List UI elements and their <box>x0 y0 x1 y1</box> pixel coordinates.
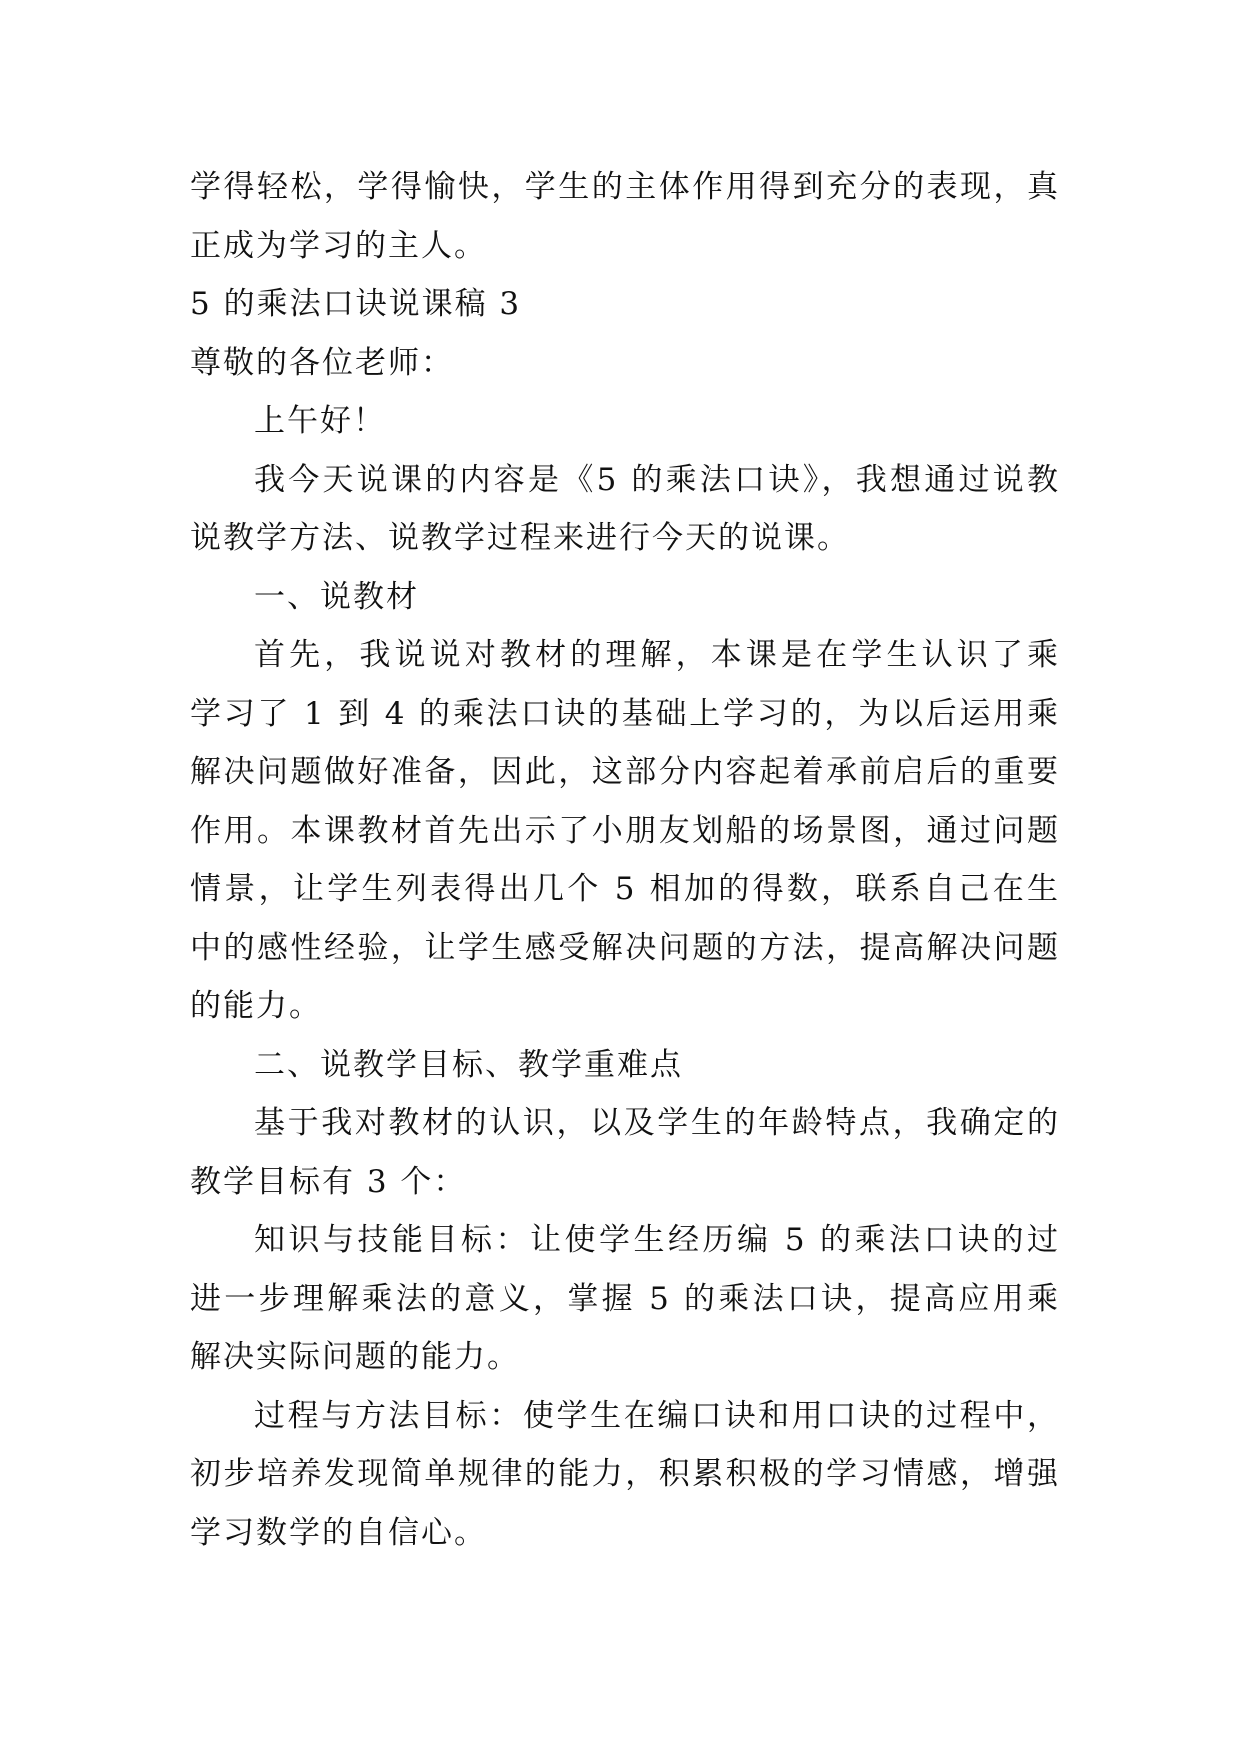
text-line: 正成为学习的主人。 <box>190 227 487 264</box>
subheading: 二、说教学目标、教学重难点 <box>254 1046 683 1083</box>
text-line: 中的感性经验，让学生感受解决问题的方法，提高解决问题 <box>190 929 1060 966</box>
salutation: 尊敬的各位老师： <box>190 344 454 381</box>
text-line: 情景，让学生列表得出几个 5 相加的得数，联系自己在生 <box>190 871 1060 907</box>
text-line: 知识与技能目标：让使学生经历编 5 的乘法口诀的过 <box>254 1222 1060 1258</box>
document-body <box>190 158 1060 1562</box>
text-line: 学习数学的自信心。 <box>190 1514 487 1551</box>
text-line: 的能力。 <box>190 988 322 1024</box>
text-line: 初步培养发现简单规律的能力，积累积极的学习情感，增强 <box>190 1456 1060 1492</box>
section-heading: 5 的乘法口诀说课稿 3 <box>190 286 522 322</box>
text-line: 教学目标有 3 个： <box>190 1163 467 1200</box>
text-line: 作用。本课教材首先出示了小朋友划船的场景图，通过问题 <box>190 812 1060 849</box>
subheading: 一、说教材 <box>254 578 419 615</box>
text-line: 我今天说课的内容是《5 的乘法口诀》，我想通过说教 <box>254 461 1060 498</box>
text-line: 学习了 1 到 4 的乘法口诀的基础上学习的，为以后运用乘 <box>190 695 1060 732</box>
text-line: 基于我对教材的认识，以及学生的年龄特点，我确定的 <box>254 1105 1060 1141</box>
text-line: 进一步理解乘法的意义，掌握 5 的乘法口诀，提高应用乘 <box>190 1280 1060 1317</box>
text-line: 说教学方法、说教学过程来进行今天的说课。 <box>190 520 850 556</box>
text-line: 学得轻松，学得愉快，学生的主体作用得到充分的表现，真 <box>190 169 1060 205</box>
text-line: 解决实际问题的能力。 <box>190 1339 520 1375</box>
text-line: 首先，我说说对教材的理解，本课是在学生认识了乘 <box>254 637 1060 673</box>
text-line: 解决问题做好准备，因此，这部分内容起着承前启后的重要 <box>190 754 1060 790</box>
greeting: 上午好！ <box>254 403 386 439</box>
text-line: 过程与方法目标：使学生在编口诀和用口诀的过程中， <box>254 1397 1060 1434</box>
